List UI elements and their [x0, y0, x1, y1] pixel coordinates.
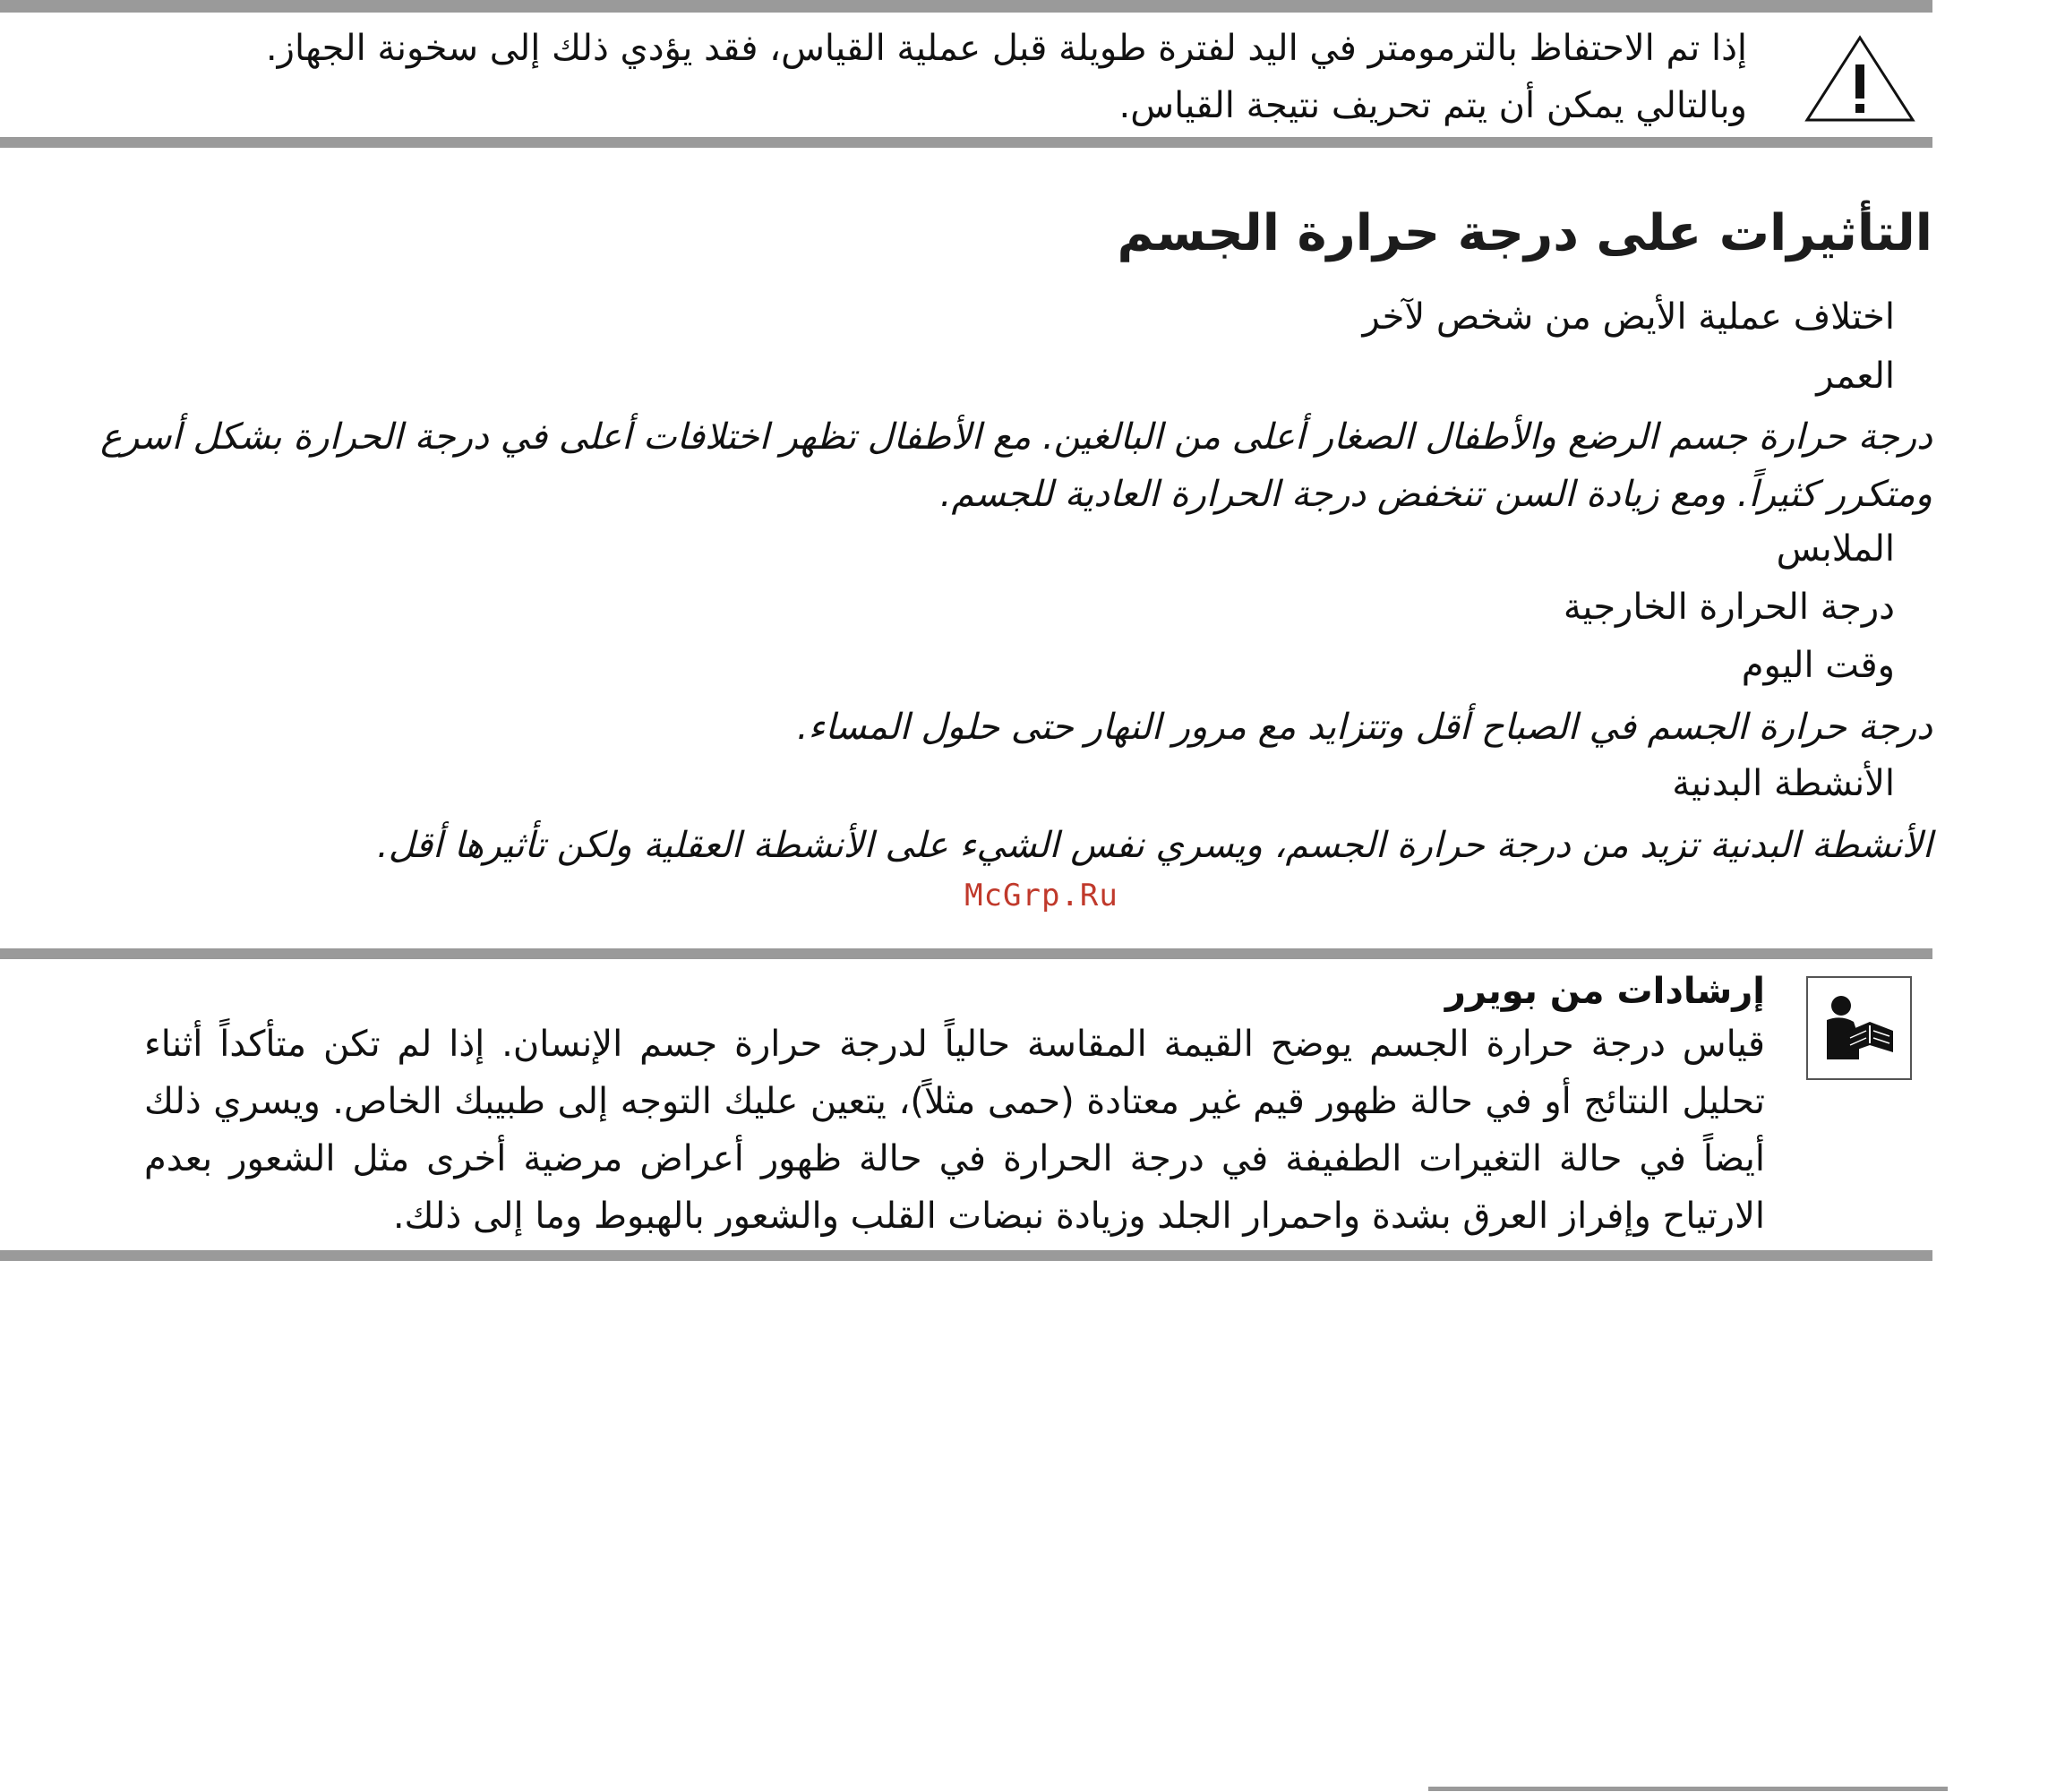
reading-person-icon [1805, 975, 1913, 1081]
warning-top-rule [0, 0, 1932, 13]
factor-outside-temperature: درجة الحرارة الخارجية [1563, 587, 1895, 628]
factor-age-description: درجة حرارة جسم الرضع والأطفال الصغار أعلى من البالغين. مع الأطفال تظهر اختلافات أعلى في درجة الحرارة بشكل أسرع ومتكرر كثيراً. ومع زيادة السن تنخفض درجة الحرارة العادية للجسم. [100, 416, 1932, 515]
info-bottom-rule [0, 1250, 1932, 1261]
footer-rule [1428, 1787, 1948, 1791]
warning-bottom-rule [0, 137, 1932, 148]
factor-physical-activity-description: الأنشطة البدنية تزيد من درجة حرارة الجسم، ويسري نفس الشيء على الأنشطة العقلية ولكن تأثيرها أقل. [377, 825, 1932, 866]
info-text: قياس درجة حرارة الجسم يوضح القيمة المقاسة حالياً لدرجة حرارة جسم الإنسان. إذا لم تكن متأكداً أثناء تحليل النتائج أو في حالة ظهور قيم غير معتادة (حمى مثلاً)، يتعين عليك التوجه إلى طبيبك الخاص. ويسري ذلك أيضاً في حالة التغيرات الطفيفة في درجة الحرارة في حالة ظهور أعراض مرضية أخرى مثل الشعور بعدم الارتياح وإفراز العرق بشدة واحمرار الجلد وزيادة نبضات القلب والشعور بالهبوط وما إلى ذلك. [144, 1024, 1765, 1237]
factor-metabolism: اختلاف عملية الأيض من شخص لآخر [1362, 296, 1895, 338]
factor-time-of-day-description: درجة حرارة الجسم في الصباح أقل وتتزايد مع مرور النهار حتى حلول المساء. [796, 707, 1932, 748]
section-heading: التأثيرات على درجة حرارة الجسم [1117, 204, 1932, 262]
watermark: McGrp.Ru [964, 878, 1118, 913]
info-top-rule [0, 948, 1932, 959]
info-title: إرشادات من بويرر [1444, 971, 1765, 1012]
warning-text: إذا تم الاحتفاظ بالترمومتر في اليد لفترة طويلة قبل عملية القياس، فقد يؤدي ذلك إلى سخونة الجهاز. وبالتالي يمكن أن يتم تحريف نتيجة القياس. [265, 28, 1747, 126]
factor-physical-activity: الأنشطة البدنية [1672, 763, 1895, 804]
factor-clothing: الملابس [1776, 528, 1895, 570]
factor-age: العمر [1816, 356, 1895, 397]
factor-time-of-day: وقت اليوم [1741, 645, 1895, 686]
warning-triangle-icon [1804, 34, 1916, 124]
